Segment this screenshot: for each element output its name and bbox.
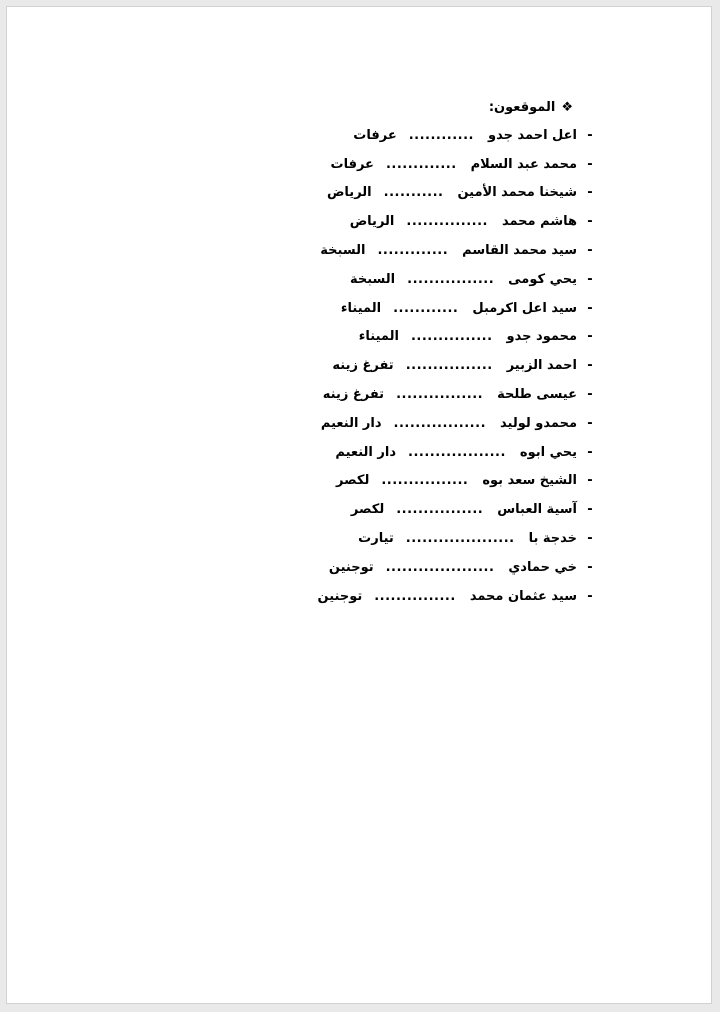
list-item: [303, 438, 603, 467]
dotted-leader: ................: [405, 358, 493, 374]
signatory-place: لكصر: [350, 502, 385, 518]
list-item: [303, 294, 603, 323]
signatory-name: محمود جدو: [506, 329, 577, 345]
signatory-place: توجنين: [317, 588, 363, 604]
signatory-name: يحي كومى: [508, 271, 577, 287]
dash-bullet: -: [587, 387, 593, 403]
signatory-place: عرفات: [330, 156, 374, 172]
dotted-leader: ..................: [408, 444, 506, 460]
heading-text: الموقعون:: [488, 100, 556, 115]
dotted-leader: ...............: [406, 214, 488, 230]
signatory-place: دار النعيم: [335, 444, 396, 460]
list-item: [303, 380, 603, 409]
signatory-name: محمدو لوليد: [500, 415, 577, 431]
list-item: [303, 351, 603, 380]
dotted-leader: ...............: [410, 329, 493, 345]
signatory-name: الشيخ سعد بوه: [482, 473, 577, 489]
list-item: [303, 121, 603, 150]
dash-bullet: -: [587, 559, 593, 575]
four-diamond-bullet-icon: ❖: [561, 100, 573, 115]
signatory-place: تفرغ زينه: [322, 387, 385, 403]
dash-bullet: -: [587, 329, 593, 345]
dash-bullet: -: [587, 214, 593, 230]
signatory-place: توجنين: [328, 559, 374, 575]
dash-bullet: -: [587, 502, 593, 518]
dotted-leader: ....................: [405, 531, 515, 547]
signatory-place: الميناء: [358, 329, 399, 345]
signatories-list: [303, 121, 603, 611]
list-item: [303, 467, 603, 496]
dash-bullet: -: [587, 243, 593, 259]
signatory-name: محمد عبد السلام: [470, 156, 577, 172]
list-item: [303, 207, 603, 236]
signatory-name: سيد محمد القاسم: [462, 243, 577, 259]
signatories-heading: [303, 95, 603, 121]
dotted-leader: ............: [393, 300, 459, 316]
signatory-name: عيسى طلحة: [497, 387, 577, 403]
dotted-leader: ...............: [374, 588, 456, 604]
signatory-place: تيارت: [358, 531, 394, 547]
list-item: [303, 582, 603, 611]
signatory-place: الرياض: [326, 185, 372, 201]
dash-bullet: -: [587, 185, 593, 201]
list-item: [303, 524, 603, 553]
dash-bullet: -: [587, 531, 593, 547]
signatory-place: السبخة: [350, 271, 396, 287]
signatory-place: السبخة: [320, 243, 366, 259]
dotted-leader: .............: [377, 243, 449, 259]
list-item: [303, 323, 603, 352]
dash-bullet: -: [587, 358, 593, 374]
document-page: [6, 6, 712, 1004]
dash-bullet: -: [587, 415, 593, 431]
signatory-name: سيد عثمان محمد: [469, 588, 577, 604]
dash-bullet: -: [587, 444, 593, 460]
list-item: [303, 553, 603, 582]
dash-bullet: -: [587, 271, 593, 287]
signatory-name: اعل احمد جدو: [487, 127, 577, 143]
signatory-place: الرياض: [349, 214, 395, 230]
signatory-place: عرفات: [353, 127, 397, 143]
signatory-name: احمد الزبير: [506, 358, 577, 374]
list-item: [303, 236, 603, 265]
dotted-leader: ...........: [383, 185, 444, 201]
list-item: [303, 150, 603, 179]
signatories-section: [303, 95, 603, 611]
dash-bullet: -: [587, 156, 593, 172]
dotted-leader: ................: [396, 502, 484, 518]
list-item: [303, 265, 603, 294]
list-item: [303, 495, 603, 524]
signatory-name: سيد اعل اكرمبل: [472, 300, 577, 316]
dash-bullet: -: [587, 127, 593, 143]
signatory-name: يحي ابوه: [519, 444, 577, 460]
signatory-name: شيخنا محمد الأمين: [457, 185, 577, 201]
dash-bullet: -: [587, 473, 593, 489]
dotted-leader: .............: [385, 156, 457, 172]
dash-bullet: -: [587, 300, 593, 316]
signatory-place: دار النعيم: [320, 415, 382, 431]
signatory-place: الميناء: [340, 300, 382, 316]
signatory-name: خدجة با: [528, 531, 577, 547]
dotted-leader: .................: [393, 415, 487, 431]
dotted-leader: ................: [407, 271, 495, 287]
dotted-leader: ................: [381, 473, 469, 489]
list-item: [303, 179, 603, 208]
signatory-name: خي حمادي: [508, 559, 577, 575]
dotted-leader: ............: [408, 127, 474, 143]
signatory-name: آسية العباس: [497, 502, 577, 518]
dotted-leader: ....................: [385, 559, 495, 575]
list-item: [303, 409, 603, 438]
dotted-leader: ................: [396, 387, 484, 403]
dash-bullet: -: [587, 588, 593, 604]
signatory-name: هاشم محمد: [501, 214, 577, 230]
signatory-place: لكصر: [336, 473, 370, 489]
signatory-place: تفرغ زينه: [332, 358, 394, 374]
